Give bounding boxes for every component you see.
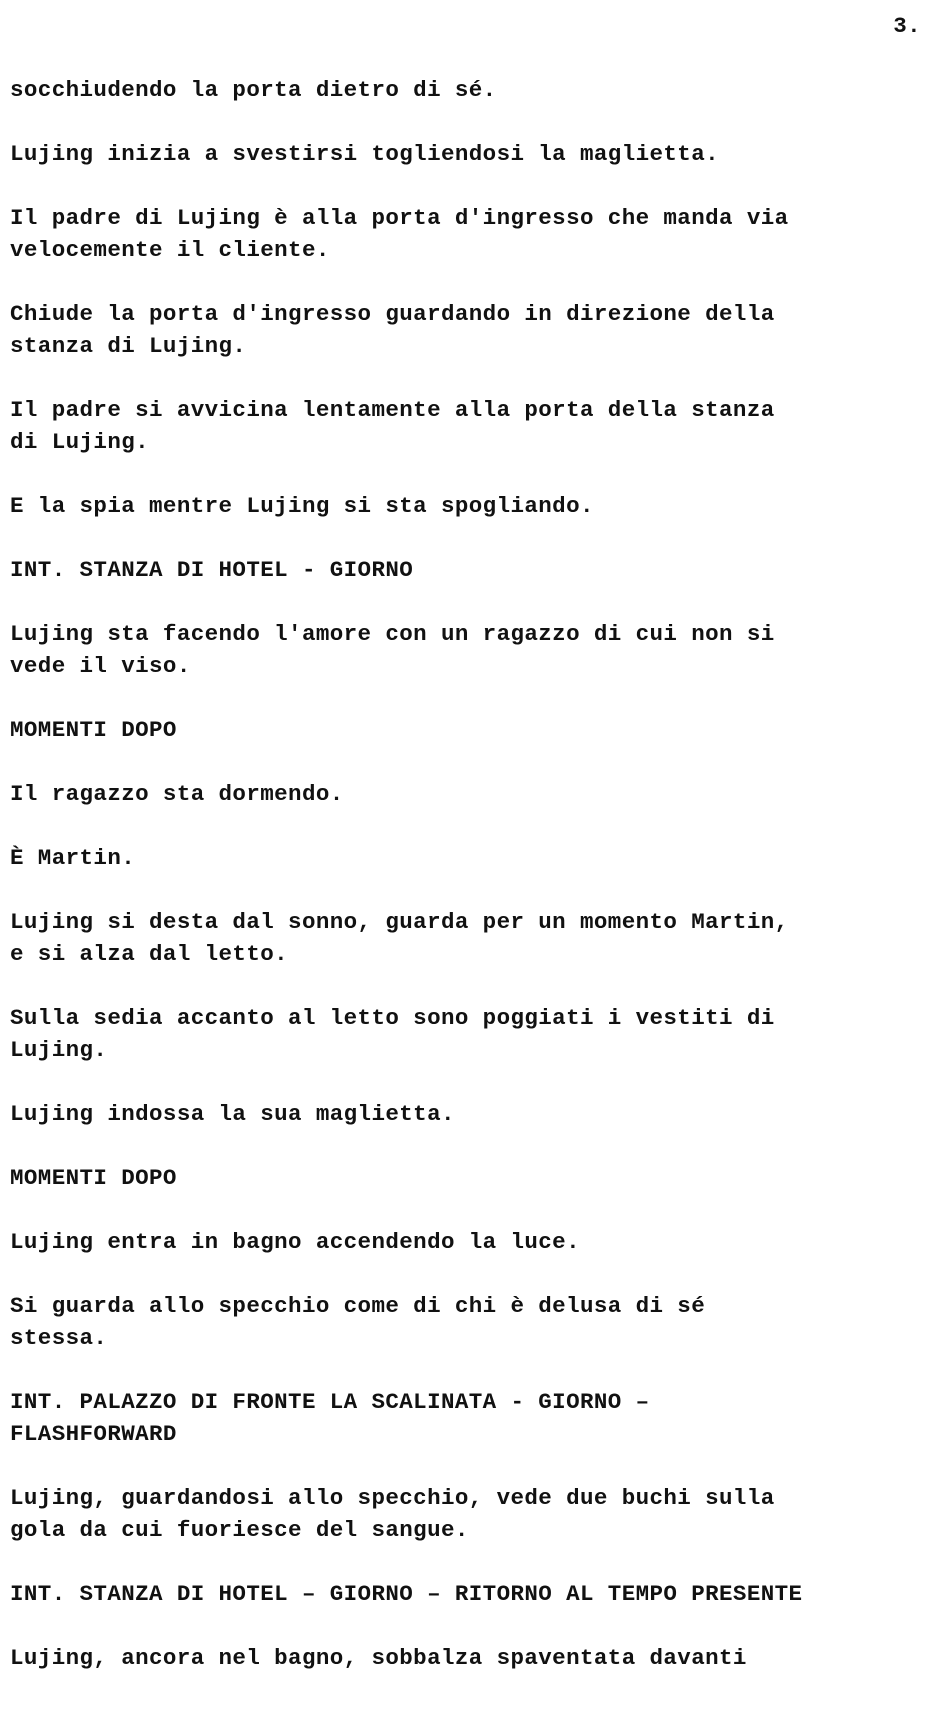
page-number: 3. — [893, 13, 921, 39]
text-line: Si guarda allo specchio come di chi è delusa di sé — [10, 1293, 706, 1319]
action-paragraph — [10, 618, 910, 682]
text-line: FLASHFORWARD — [10, 1421, 177, 1447]
text-line: INT. PALAZZO DI FRONTE LA SCALINATA - GIORNO – — [10, 1389, 650, 1415]
action-paragraph — [10, 1098, 910, 1130]
action-paragraph — [10, 778, 910, 810]
scene-heading — [10, 1578, 910, 1610]
text-line: MOMENTI DOPO — [10, 1165, 177, 1191]
text-line: Il padre si avvicina lentamente alla porta della stanza — [10, 397, 775, 423]
action-paragraph — [10, 298, 910, 362]
action-paragraph — [10, 138, 910, 170]
text-line: gola da cui fuoriesce del sangue. — [10, 1517, 469, 1543]
text-line: Lujing indossa la sua maglietta. — [10, 1101, 455, 1127]
action-paragraph — [10, 394, 910, 458]
scene-heading — [10, 1162, 910, 1194]
text-line: MOMENTI DOPO — [10, 717, 177, 743]
text-line: Lujing, ancora nel bagno, sobbalza spaventata davanti — [10, 1645, 747, 1671]
action-paragraph — [10, 842, 910, 874]
text-line: Lujing si desta dal sonno, guarda per un momento Martin, — [10, 909, 789, 935]
text-line: stessa. — [10, 1325, 108, 1351]
text-line: vede il viso. — [10, 653, 191, 679]
scene-heading — [10, 714, 910, 746]
text-line: socchiudendo la porta dietro di sé. — [10, 77, 497, 103]
text-line: stanza di Lujing. — [10, 333, 247, 359]
action-paragraph — [10, 490, 910, 522]
action-paragraph — [10, 74, 910, 106]
text-line: Lujing entra in bagno accendendo la luce. — [10, 1229, 580, 1255]
action-paragraph — [10, 1002, 910, 1066]
text-line: velocemente il cliente. — [10, 237, 330, 263]
text-line: Lujing inizia a svestirsi togliendosi la maglietta. — [10, 141, 720, 167]
action-paragraph — [10, 202, 910, 266]
text-line: Il padre di Lujing è alla porta d'ingresso che manda via — [10, 205, 789, 231]
action-paragraph — [10, 1226, 910, 1258]
text-line: Lujing, guardandosi allo specchio, vede due buchi sulla — [10, 1485, 775, 1511]
scene-heading — [10, 554, 910, 586]
text-line: Lujing. — [10, 1037, 108, 1063]
text-line: e si alza dal letto. — [10, 941, 289, 967]
text-line: E la spia mentre Lujing si sta spogliando. — [10, 493, 594, 519]
script-body — [10, 74, 910, 1706]
scene-heading — [10, 1386, 910, 1450]
action-paragraph — [10, 1290, 910, 1354]
text-line: È Martin. — [10, 845, 136, 871]
text-line: Il ragazzo sta dormendo. — [10, 781, 344, 807]
text-line: di Lujing. — [10, 429, 150, 455]
text-line: INT. STANZA DI HOTEL - GIORNO — [10, 557, 414, 583]
text-line: Sulla sedia accanto al letto sono poggiati i vestiti di — [10, 1005, 775, 1031]
text-line: INT. STANZA DI HOTEL – GIORNO – RITORNO AL TEMPO PRESENTE — [10, 1581, 803, 1607]
text-line: Lujing sta facendo l'amore con un ragazzo di cui non si — [10, 621, 775, 647]
action-paragraph — [10, 1642, 910, 1674]
text-line: Chiude la porta d'ingresso guardando in direzione della — [10, 301, 775, 327]
action-paragraph — [10, 906, 910, 970]
action-paragraph — [10, 1482, 910, 1546]
